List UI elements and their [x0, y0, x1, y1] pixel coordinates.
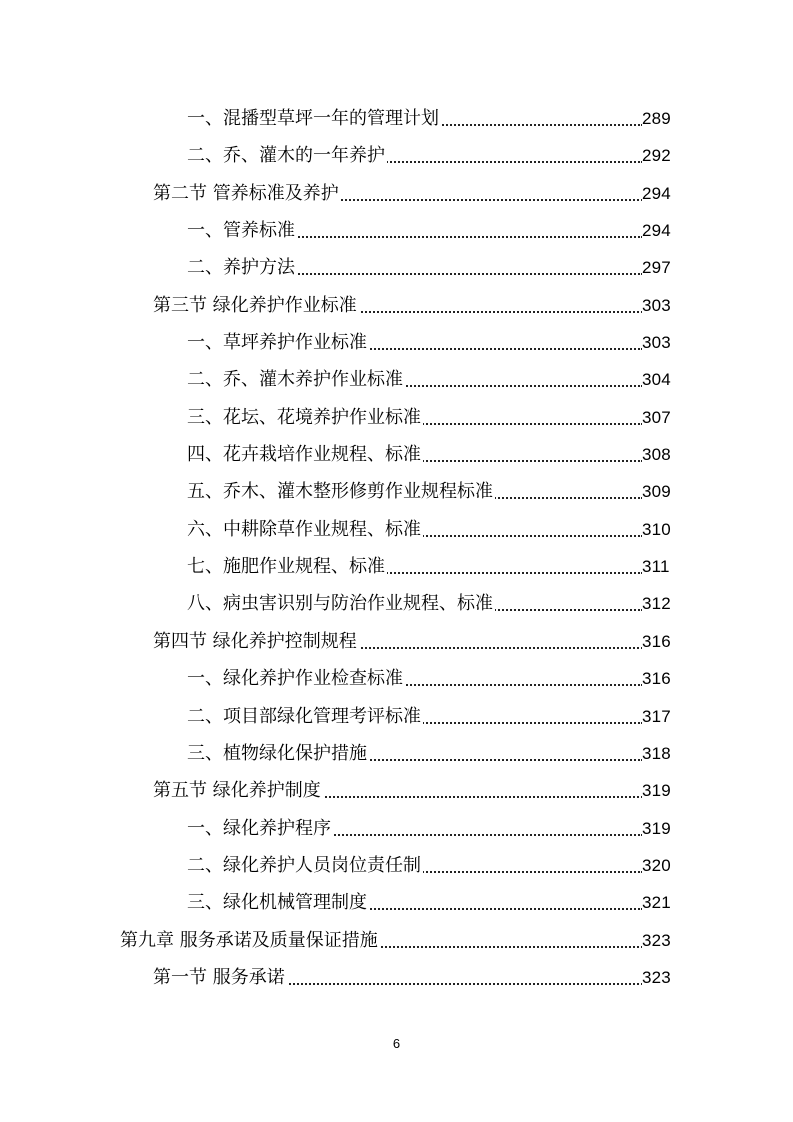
toc-entry[interactable] — [0, 511, 793, 548]
toc-entry[interactable] — [0, 137, 793, 174]
toc-entry[interactable] — [0, 399, 793, 436]
page-number: 6 — [392, 1036, 401, 1051]
toc-entry[interactable] — [0, 884, 793, 921]
toc-entry[interactable] — [0, 623, 793, 660]
toc-entry[interactable] — [0, 436, 793, 473]
toc-entry[interactable] — [0, 959, 793, 996]
toc-entry-page: 316 — [642, 623, 680, 660]
toc-entry-title: 二、绿化养护人员岗位责任制 — [187, 847, 423, 884]
toc-entry[interactable] — [0, 473, 793, 510]
toc-entry[interactable] — [0, 585, 793, 622]
toc-entry-title: 一、管养标准 — [187, 212, 297, 249]
toc-entry-page: 307 — [642, 399, 680, 436]
toc-entry-page: 304 — [642, 361, 680, 398]
toc-entry-title: 三、花坛、花境养护作业标准 — [187, 399, 423, 436]
toc-entry[interactable] — [0, 772, 793, 809]
toc-entry-title: 三、植物绿化保护措施 — [187, 735, 369, 772]
toc-entry[interactable] — [0, 810, 793, 847]
toc-entry-page: 289 — [642, 100, 680, 137]
toc-entry-title: 一、草坪养护作业标准 — [187, 324, 369, 361]
toc-entry[interactable] — [0, 548, 793, 585]
toc-entry-title: 一、绿化养护程序 — [187, 810, 333, 847]
toc-entry[interactable] — [0, 660, 793, 697]
toc-entry-title: 七、施肥作业规程、标准 — [187, 548, 387, 585]
toc-entry-title: 第九章 服务承诺及质量保证措施 — [120, 922, 380, 959]
toc-entry-title: 第三节 绿化养护作业标准 — [153, 287, 359, 324]
toc-entry[interactable] — [0, 922, 793, 959]
toc-entry-page: 294 — [642, 175, 680, 212]
toc-entry[interactable] — [0, 698, 793, 735]
toc-entry-page: 312 — [642, 585, 680, 622]
toc-entry-page: 294 — [642, 212, 680, 249]
toc-entry[interactable] — [0, 847, 793, 884]
toc-entry-title: 六、中耕除草作业规程、标准 — [187, 511, 423, 548]
toc-entry[interactable] — [0, 361, 793, 398]
toc-entry-page: 316 — [642, 660, 680, 697]
toc-entry-title: 一、绿化养护作业检查标准 — [187, 660, 405, 697]
toc-entry-title: 四、花卉栽培作业规程、标准 — [187, 436, 423, 473]
toc-entry[interactable] — [0, 735, 793, 772]
toc-entry-title: 五、乔木、灌木整形修剪作业规程标准 — [187, 473, 495, 510]
toc-entry-page: 321 — [642, 884, 680, 921]
toc-entry-title: 第一节 服务承诺 — [153, 959, 287, 996]
toc-entry-title: 第二节 管养标准及养护 — [153, 175, 341, 212]
toc-entry-page: 297 — [642, 249, 680, 286]
toc-entry[interactable] — [0, 100, 793, 137]
toc-entry[interactable] — [0, 287, 793, 324]
toc-entry-page: 319 — [642, 810, 680, 847]
toc-entry-page: 311 — [642, 548, 680, 585]
toc-entry-page: 308 — [642, 436, 680, 473]
toc-entry-page: 310 — [642, 511, 680, 548]
toc-entry-title: 一、混播型草坪一年的管理计划 — [187, 100, 441, 137]
toc-entry-page: 292 — [642, 137, 680, 174]
table-of-contents — [0, 100, 793, 996]
toc-entry-page: 317 — [642, 698, 680, 735]
toc-entry-title: 八、病虫害识别与防治作业规程、标准 — [187, 585, 495, 622]
toc-entry-title: 二、项目部绿化管理考评标准 — [187, 698, 423, 735]
toc-entry-title: 二、乔、灌木的一年养护 — [187, 137, 387, 174]
toc-entry-page: 318 — [642, 735, 680, 772]
toc-entry[interactable] — [0, 324, 793, 361]
toc-entry-title: 二、乔、灌木养护作业标准 — [187, 361, 405, 398]
toc-entry-title: 第四节 绿化养护控制规程 — [153, 623, 359, 660]
toc-entry-title: 二、养护方法 — [187, 249, 297, 286]
toc-entry-title: 第五节 绿化养护制度 — [153, 772, 323, 809]
toc-entry-page: 320 — [642, 847, 680, 884]
toc-entry-page: 323 — [642, 959, 680, 996]
toc-entry[interactable] — [0, 212, 793, 249]
toc-entry[interactable] — [0, 249, 793, 286]
toc-entry[interactable] — [0, 175, 793, 212]
toc-entry-page: 303 — [642, 287, 680, 324]
toc-entry-page: 323 — [642, 922, 680, 959]
toc-entry-page: 309 — [642, 473, 680, 510]
toc-entry-title: 三、绿化机械管理制度 — [187, 884, 369, 921]
toc-entry-page: 303 — [642, 324, 680, 361]
toc-entry-page: 319 — [642, 772, 680, 809]
